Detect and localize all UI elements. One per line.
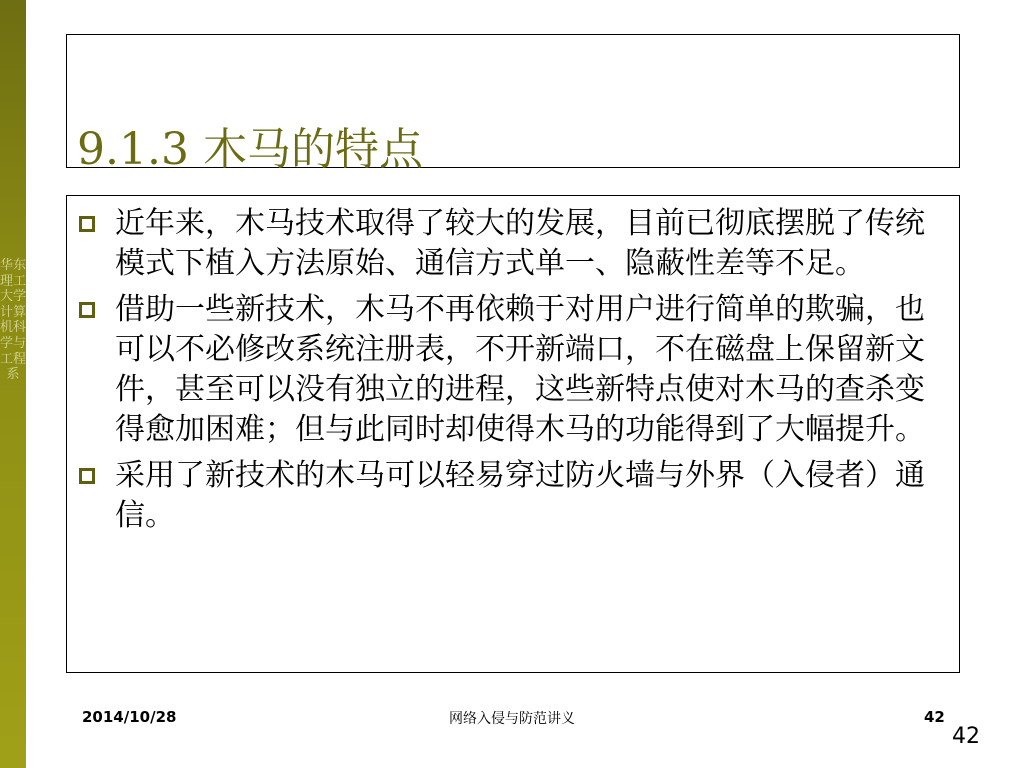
square-bullet-icon (79, 216, 95, 232)
content-box (66, 195, 960, 673)
sidebar-band (0, 0, 26, 768)
slide-title: 9.1.3 木马的特点 (77, 124, 423, 175)
bullet-list (79, 196, 951, 542)
footer-date: 2014/10/28 (82, 708, 177, 726)
page-number: 42 (952, 724, 980, 749)
bullet-item (79, 456, 951, 536)
bullet-item (79, 290, 951, 450)
square-bullet-icon (79, 468, 95, 484)
bullet-text: 采用了新技术的木马可以轻易穿过防火墙与外界（入侵者）通信。 (115, 458, 925, 533)
bullet-text: 近年来，木马技术取得了较大的发展，目前已彻底摆脱了传统模式下植入方法原始、通信方式单一、隐蔽性差等不足。 (115, 206, 925, 281)
footer-title: 网络入侵与防范讲义 (449, 711, 575, 727)
bullet-text: 借助一些新技术，木马不再依赖于对用户进行简单的欺骗，也可以不必修改系统注册表，不开新端口，不在磁盘上保留新文件，甚至可以没有独立的进程，这些新特点使对木马的查杀变得愈加困难；但与此同时却使得木马的功能得到了大幅提升。 (115, 292, 925, 447)
bullet-item (79, 204, 951, 284)
footer-number: 42 (924, 708, 945, 726)
square-bullet-icon (79, 302, 95, 318)
sidebar-department-text: 华东理工大学计算机科学与工程系 (0, 258, 27, 383)
title-box (66, 34, 960, 175)
